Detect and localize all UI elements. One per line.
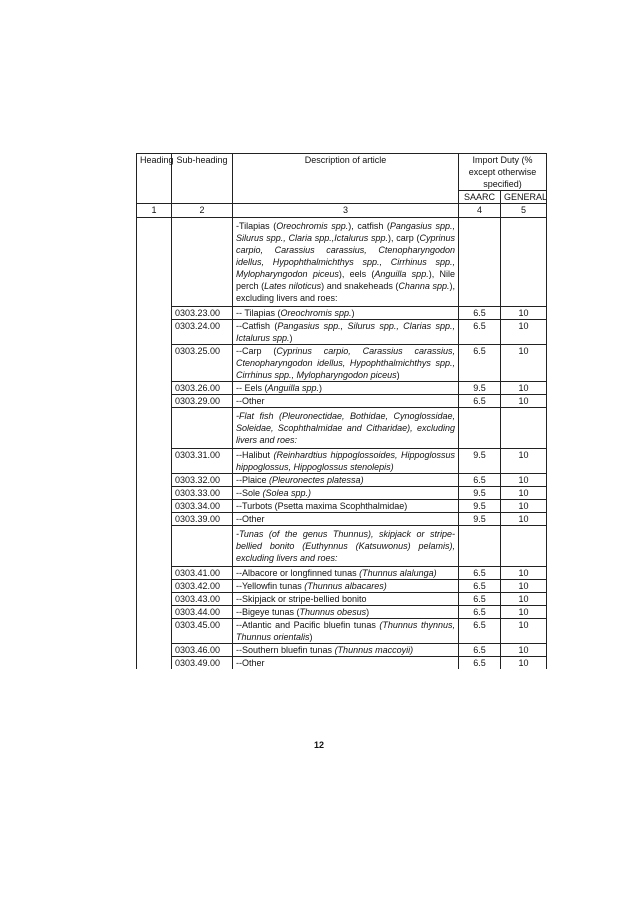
table-row xyxy=(137,657,547,670)
table-row xyxy=(137,593,547,606)
table-row xyxy=(137,320,547,345)
general-rate xyxy=(501,218,547,307)
sub-heading-code: 0303.31.00 xyxy=(172,449,233,474)
table-row xyxy=(137,606,547,619)
description-cell: --Sole (Solea spp.) xyxy=(233,487,459,500)
description-cell: -- Eels (Anguilla spp.) xyxy=(233,382,459,395)
sub-heading-code xyxy=(172,526,233,567)
saarc-rate: 9.5 xyxy=(459,487,501,500)
tariff-table xyxy=(136,153,547,669)
sub-heading-code: 0303.29.00 xyxy=(172,395,233,408)
heading-cell xyxy=(137,320,172,345)
heading-cell xyxy=(137,526,172,567)
general-rate: 10 xyxy=(501,644,547,657)
heading-cell xyxy=(137,474,172,487)
table-body xyxy=(137,218,547,670)
sub-heading-code xyxy=(172,218,233,307)
general-rate: 10 xyxy=(501,345,547,382)
table-row xyxy=(137,567,547,580)
table-row xyxy=(137,619,547,644)
group-heading-row xyxy=(137,408,547,449)
description-cell: --Plaice (Pleuronectes platessa) xyxy=(233,474,459,487)
table-row xyxy=(137,307,547,320)
col-number-5: 5 xyxy=(501,204,547,218)
sub-heading-code: 0303.42.00 xyxy=(172,580,233,593)
sub-heading-code: 0303.44.00 xyxy=(172,606,233,619)
general-rate: 10 xyxy=(501,500,547,513)
description-cell: --Yellowfin tunas (Thunnus albacares) xyxy=(233,580,459,593)
table-row xyxy=(137,580,547,593)
sub-heading-code: 0303.23.00 xyxy=(172,307,233,320)
description-cell: --Southern bluefin tunas (Thunnus maccoyii) xyxy=(233,644,459,657)
col-header-description: Description of article xyxy=(233,154,459,204)
column-number-row xyxy=(137,204,547,218)
general-rate: 10 xyxy=(501,606,547,619)
description-cell: --Other xyxy=(233,657,459,670)
description-cell: --Catfish (Pangasius spp., Silurus spp., Clarias spp., Ictalurus spp.) xyxy=(233,320,459,345)
table-row xyxy=(137,395,547,408)
saarc-rate: 6.5 xyxy=(459,619,501,644)
table-row xyxy=(137,500,547,513)
general-rate: 10 xyxy=(501,320,547,345)
general-rate: 10 xyxy=(501,474,547,487)
col-header-saarc: SAARC xyxy=(459,191,501,204)
sub-heading-code: 0303.25.00 xyxy=(172,345,233,382)
heading-cell xyxy=(137,345,172,382)
sub-heading-code xyxy=(172,408,233,449)
sub-heading-code: 0303.45.00 xyxy=(172,619,233,644)
table-row xyxy=(137,345,547,382)
saarc-rate: 6.5 xyxy=(459,345,501,382)
heading-cell xyxy=(137,218,172,307)
general-rate: 10 xyxy=(501,395,547,408)
description-cell: --Skipjack or stripe-bellied bonito xyxy=(233,593,459,606)
col-number-3: 3 xyxy=(233,204,459,218)
table-row xyxy=(137,644,547,657)
description-cell: -Tunas (of the genus Thunnus), skipjack or stripe-bellied bonito (Euthynnus (Katsuwonus) pelamis), excluding livers and roes: xyxy=(233,526,459,567)
general-rate: 10 xyxy=(501,382,547,395)
general-rate: 10 xyxy=(501,487,547,500)
col-header-general: GENERAL xyxy=(501,191,547,204)
saarc-rate: 6.5 xyxy=(459,657,501,670)
table-row xyxy=(137,474,547,487)
col-number-1: 1 xyxy=(137,204,172,218)
general-rate: 10 xyxy=(501,513,547,526)
saarc-rate: 6.5 xyxy=(459,395,501,408)
saarc-rate: 6.5 xyxy=(459,474,501,487)
general-rate xyxy=(501,408,547,449)
description-cell: -Tilapias (Oreochromis spp.), catfish (Pangasius spp., Silurus spp., Claria spp.,Ictalurus spp.), carp (Cyprinus carpio, Carassius carassius, Ctenopharyngodon idellus, Hypophthalmichthys spp., Cirrhinus spp., Mylopharyngodon piceus), eels (Anguilla spp.), Nile perch (Lates niloticus) and snakeheads (Channa spp.), excluding livers and roes: xyxy=(233,218,459,307)
sub-heading-code: 0303.26.00 xyxy=(172,382,233,395)
saarc-rate: 9.5 xyxy=(459,500,501,513)
description-cell: --Other xyxy=(233,395,459,408)
description-cell: --Other xyxy=(233,513,459,526)
sub-heading-code: 0303.39.00 xyxy=(172,513,233,526)
heading-cell xyxy=(137,619,172,644)
col-header-sub-heading: Sub-heading xyxy=(172,154,233,204)
table-row xyxy=(137,382,547,395)
heading-cell xyxy=(137,500,172,513)
sub-heading-code: 0303.24.00 xyxy=(172,320,233,345)
table-row xyxy=(137,449,547,474)
group-heading-row xyxy=(137,218,547,307)
saarc-rate: 6.5 xyxy=(459,580,501,593)
col-header-heading: Heading xyxy=(137,154,172,204)
general-rate: 10 xyxy=(501,580,547,593)
saarc-rate: 6.5 xyxy=(459,567,501,580)
sub-heading-code: 0303.33.00 xyxy=(172,487,233,500)
general-rate: 10 xyxy=(501,593,547,606)
heading-cell xyxy=(137,307,172,320)
heading-cell xyxy=(137,449,172,474)
saarc-rate: 9.5 xyxy=(459,382,501,395)
heading-cell xyxy=(137,567,172,580)
saarc-rate: 9.5 xyxy=(459,449,501,474)
general-rate: 10 xyxy=(501,567,547,580)
description-cell: --Halibut (Reinhardtius hippoglossoides, Hippoglossus hippoglossus, Hippoglossus stenolepis) xyxy=(233,449,459,474)
saarc-rate: 9.5 xyxy=(459,513,501,526)
group-heading-row xyxy=(137,526,547,567)
saarc-rate xyxy=(459,218,501,307)
heading-cell xyxy=(137,606,172,619)
page-number: 12 xyxy=(313,740,324,750)
description-cell: --Albacore or longfinned tunas (Thunnus alalunga) xyxy=(233,567,459,580)
table-header xyxy=(137,154,547,218)
sub-heading-code: 0303.43.00 xyxy=(172,593,233,606)
general-rate: 10 xyxy=(501,619,547,644)
sub-heading-code: 0303.32.00 xyxy=(172,474,233,487)
saarc-rate: 6.5 xyxy=(459,320,501,345)
saarc-rate: 6.5 xyxy=(459,644,501,657)
heading-cell xyxy=(137,395,172,408)
heading-cell xyxy=(137,487,172,500)
description-cell: --Turbots (Psetta maxima Scophthalmidae) xyxy=(233,500,459,513)
table-row xyxy=(137,513,547,526)
general-rate: 10 xyxy=(501,657,547,670)
col-number-2: 2 xyxy=(172,204,233,218)
description-cell: -Flat fish (Pleuronectidae, Bothidae, Cynoglossidae, Soleidae, Scophthalmidae and Citharidae), excluding livers and roes: xyxy=(233,408,459,449)
general-rate: 10 xyxy=(501,307,547,320)
general-rate xyxy=(501,526,547,567)
heading-cell xyxy=(137,657,172,670)
description-cell: --Bigeye tunas (Thunnus obesus) xyxy=(233,606,459,619)
col-number-4: 4 xyxy=(459,204,501,218)
description-cell: --Carp (Cyprinus carpio, Carassius carassius, Ctenopharyngodon idellus, Hypophthalmichthys spp., Cirrhinus spp., Mylopharyngodon piceus) xyxy=(233,345,459,382)
heading-cell xyxy=(137,408,172,449)
saarc-rate: 6.5 xyxy=(459,593,501,606)
sub-heading-code: 0303.46.00 xyxy=(172,644,233,657)
description-cell: -- Tilapias (Oreochromis spp.) xyxy=(233,307,459,320)
col-header-import-duty: Import Duty (% except otherwise specified) xyxy=(459,154,547,191)
sub-heading-code: 0303.34.00 xyxy=(172,500,233,513)
heading-cell xyxy=(137,580,172,593)
heading-cell xyxy=(137,593,172,606)
table-row xyxy=(137,487,547,500)
heading-cell xyxy=(137,644,172,657)
saarc-rate: 6.5 xyxy=(459,606,501,619)
sub-heading-code: 0303.49.00 xyxy=(172,657,233,670)
general-rate: 10 xyxy=(501,449,547,474)
heading-cell xyxy=(137,382,172,395)
saarc-rate: 6.5 xyxy=(459,307,501,320)
sub-heading-code: 0303.41.00 xyxy=(172,567,233,580)
saarc-rate xyxy=(459,408,501,449)
heading-cell xyxy=(137,513,172,526)
saarc-rate xyxy=(459,526,501,567)
description-cell: --Atlantic and Pacific bluefin tunas (Thunnus thynnus, Thunnus orientalis) xyxy=(233,619,459,644)
